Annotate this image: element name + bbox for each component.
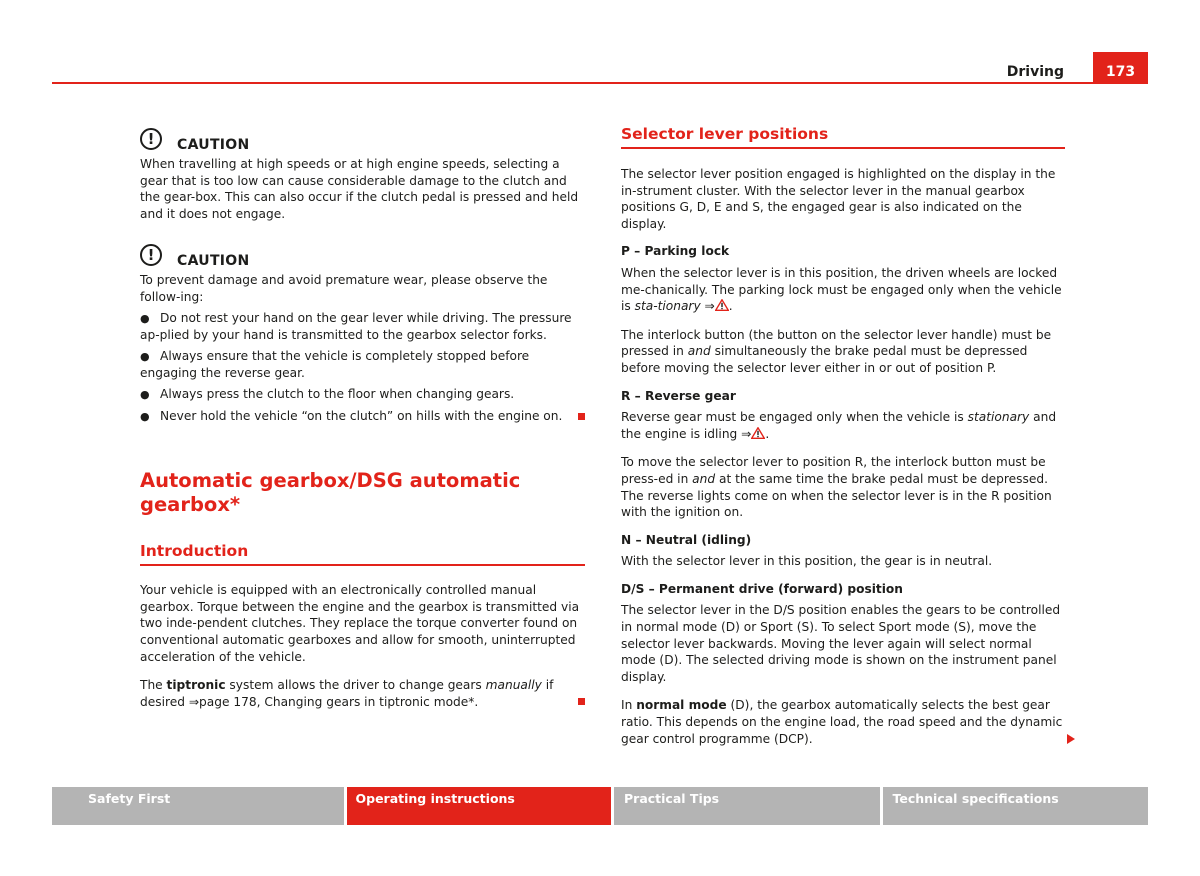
- subheading-p: P – Parking lock: [621, 244, 730, 259]
- caution-intro: To prevent damage and avoid premature wear, please observe the follow-ing:: [140, 273, 548, 304]
- r-text-2: To move the selector lever to position R, the interlock button must be press-ed in and at the same time the brake pedal must be depressed. The reverse lights come on when the selector lever is in the R position with the ignition on.: [621, 455, 1052, 520]
- intro-text: Your vehicle is equipped with an electronically controlled manual gearbox. Torque between the engine and the gearbox is transmitted via two inde-pendent clutches. They replace the torque converter found on conventional automatic gearboxes and allow for smooth, uninterrupted acceleration of the vehicle.: [140, 583, 580, 664]
- footer-tabs: [52, 787, 1148, 825]
- left-column: [140, 126, 585, 710]
- section-name: Driving: [1006, 64, 1064, 80]
- chapter-heading: Automatic gearbox/DSG automatic gearbox*: [140, 469, 521, 517]
- tab-operating-instructions[interactable]: Operating instructions: [347, 787, 612, 825]
- tab-safety-first[interactable]: Safety First: [52, 787, 344, 825]
- caution-text: When travelling at high speeds or at high engine speeds, selecting a gear that is too low can cause considerable damage to the clutch and the gear-box. This can also occur if the clutch pedal is pressed and held and it does not engage.: [140, 157, 579, 221]
- list-item: ● Always ensure that the vehicle is completely stopped before engaging the reverse gear.: [140, 348, 530, 381]
- list-item: ● Always press the clutch to the floor when changing gears.: [140, 386, 515, 401]
- p-text-2: The interlock button (the button on the selector lever handle) must be pressed in and simultaneously the brake pedal must be depressed before moving the selector lever either in or out of position P.: [621, 327, 1052, 375]
- subheading-d: D/S – Permanent drive (forward) position: [621, 581, 903, 596]
- caution-block-1: [140, 126, 585, 222]
- tab-technical-specifications[interactable]: Technical specifications: [883, 787, 1149, 825]
- section-heading: Selector lever positions: [621, 124, 1065, 149]
- r-text-1: Reverse gear must be engaged only when the vehicle is stationary and the engine is idling ⇒ .: [621, 410, 1057, 441]
- section-end-mark: [578, 413, 585, 420]
- intro-heading: Introduction: [140, 541, 585, 566]
- d-text: The selector lever in the D/S position enables the gears to be controlled in normal mode (D) or Sport (S). To select Sport mode (S), move the selector lever backwards. Moving the lever again will select normal mode (D). The selected driving mode is shown on the instrument panel display.: [621, 603, 1061, 684]
- intro-text: The selector lever position engaged is highlighted on the display in the in-strument cluster. With the selector lever in the manual gearbox positions G, D, E and S, the engaged gear is also indicated on the display.: [621, 167, 1056, 231]
- caution-block-2: [140, 242, 585, 425]
- caution-title: CAUTION: [177, 137, 250, 153]
- caution-icon: !: [140, 128, 162, 150]
- normal-mode-text: In normal mode (D), the gearbox automatically selects the best gear ratio. This depends on the engine load, the road speed and the dynamic gear control programme (DCP).: [621, 697, 1065, 747]
- warning-triangle-icon[interactable]: [751, 427, 765, 439]
- caution-title: CAUTION: [177, 253, 250, 270]
- caution-icon: !: [140, 244, 162, 266]
- page-number: 173: [1093, 52, 1148, 83]
- n-text: With the selector lever in this position, the gear is in neutral.: [621, 554, 993, 569]
- section-end-mark: [578, 698, 585, 705]
- subheading-n: N – Neutral (idling): [621, 532, 752, 547]
- header-rule: [52, 82, 1148, 84]
- continue-arrow-icon: [1067, 734, 1075, 744]
- right-column: [621, 124, 1065, 747]
- tab-practical-tips[interactable]: Practical Tips: [614, 787, 880, 825]
- tiptronic-text: The tiptronic system allows the driver to change gears manually if desired ⇒page 178, Changing gears in tiptronic mode*.: [140, 677, 585, 710]
- list-item: ● Never hold the vehicle “on the clutch” on hills with the engine on.: [140, 408, 585, 426]
- warning-triangle-icon[interactable]: [715, 299, 729, 311]
- page-reference-link[interactable]: if desired ⇒page 178, Changing gears in tiptronic mode*.: [140, 678, 554, 709]
- p-text-1: When the selector lever is in this position, the driven wheels are locked me-chanically. The parking lock must be engaged only when the vehicle is sta-tionary ⇒ .: [621, 265, 1062, 314]
- list-item: ● Do not rest your hand on the gear lever while driving. The pressure ap-plied by your hand is transmitted to the gearbox selector forks.: [140, 310, 572, 343]
- subheading-r: R – Reverse gear: [621, 388, 736, 403]
